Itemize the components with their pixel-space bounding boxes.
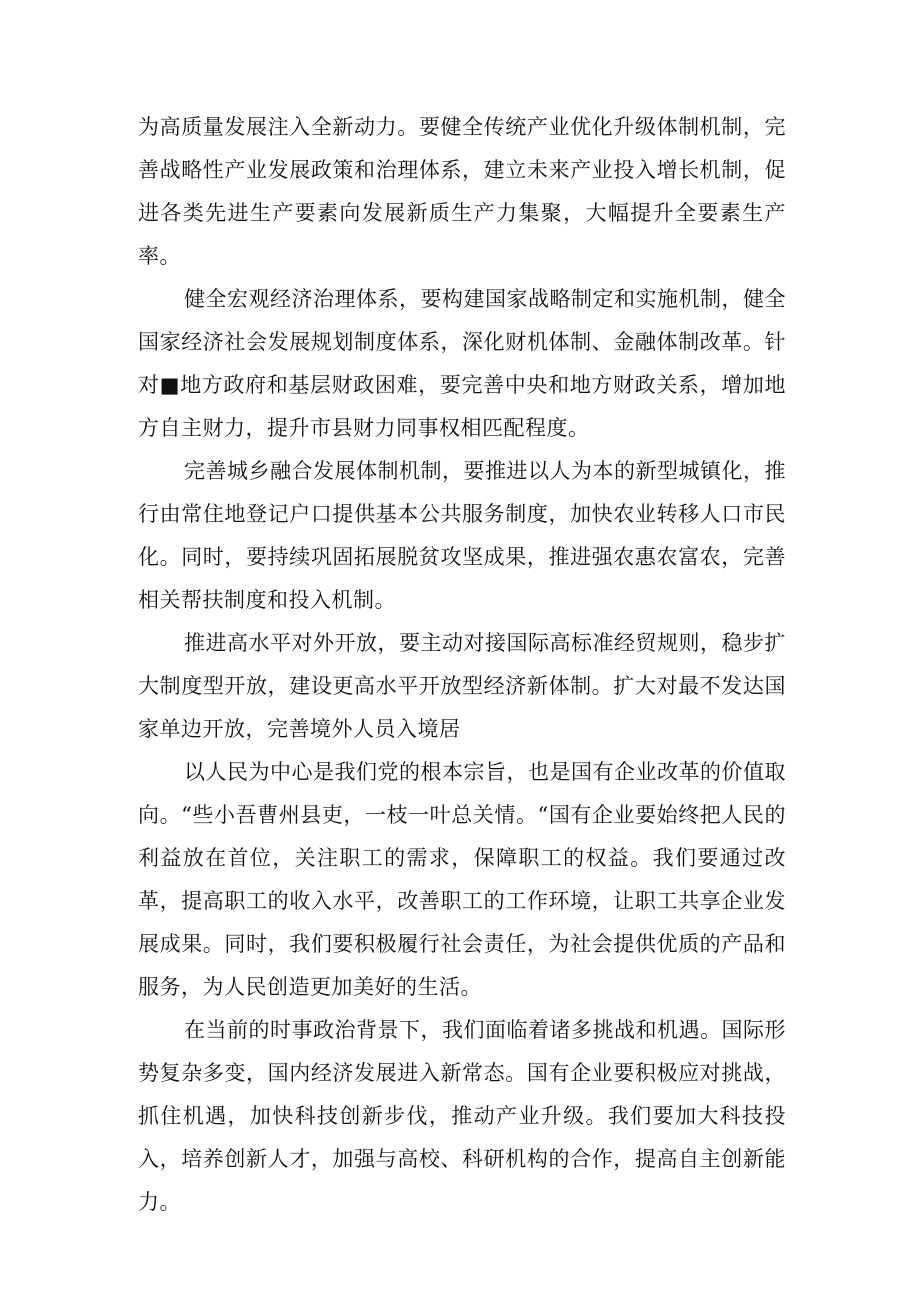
paragraph-4: 推进高水平对外开放，要主动对接国际高标准经贸规则，稳步扩大制度型开放，建设更高水平开放型经济新体制。扩大对最不发达国家单边开放，完善境外人员入境居 [138, 631, 786, 741]
paragraph-2: 健全宏观经济治理体系，要构建国家战略制定和实施机制，健全国家经济社会发展规划制度体系，深化财机体制、金融体制改革。针对■地方政府和基层财政困难，要完善中央和地方财政关系，增加地方自主财力，提升市县财力同事权相匹配程度。 [138, 287, 786, 440]
paragraph-5: 以人民为中心是我们党的根本宗旨，也是国有企业改革的价值取向。“些小吾曹州县吏，一枝一叶总关情。“国有企业要始终把人民的利益放在首位，关注职工的需求，保障职工的权益。我们要通过改革，提高职工的收入水平，改善职工的工作环境，让职工共享企业发展成果。同时，我们要积极履行社会责任，为社会提供优质的产品和服务，为人民创造更加美好的生活。 [138, 760, 786, 999]
document-body [138, 106, 786, 1224]
paragraph-1: 为高质量发展注入全新动力。要健全传统产业优化升级体制机制，完善战略性产业发展政策和治理体系，建立未来产业投入增长机制，促进各类先进生产要素向发展新质生产力集聚，大幅提升全要素生产率。 [138, 115, 786, 268]
paragraph-6: 在当前的时事政治背景下，我们面临着诸多挑战和机遇。国际形势复杂多变，国内经济发展进入新常态。国有企业要积极应对挑战，抓住机遇，加快科技创新步伐，推动产业升级。我们要加大科技投入，培养创新人才，加强与高校、科研机构的合作，提高自主创新能力。 [138, 1018, 786, 1214]
paragraph-3: 完善城乡融合发展体制机制，要推进以人为本的新型城镇化，推行由常住地登记户口提供基本公共服务制度，加快农业转移人口市民化。同时，要持续巩固拓展脱贫攻坚成果，推进强农惠农富农，完善相关帮扶制度和投入机制。 [138, 459, 786, 612]
